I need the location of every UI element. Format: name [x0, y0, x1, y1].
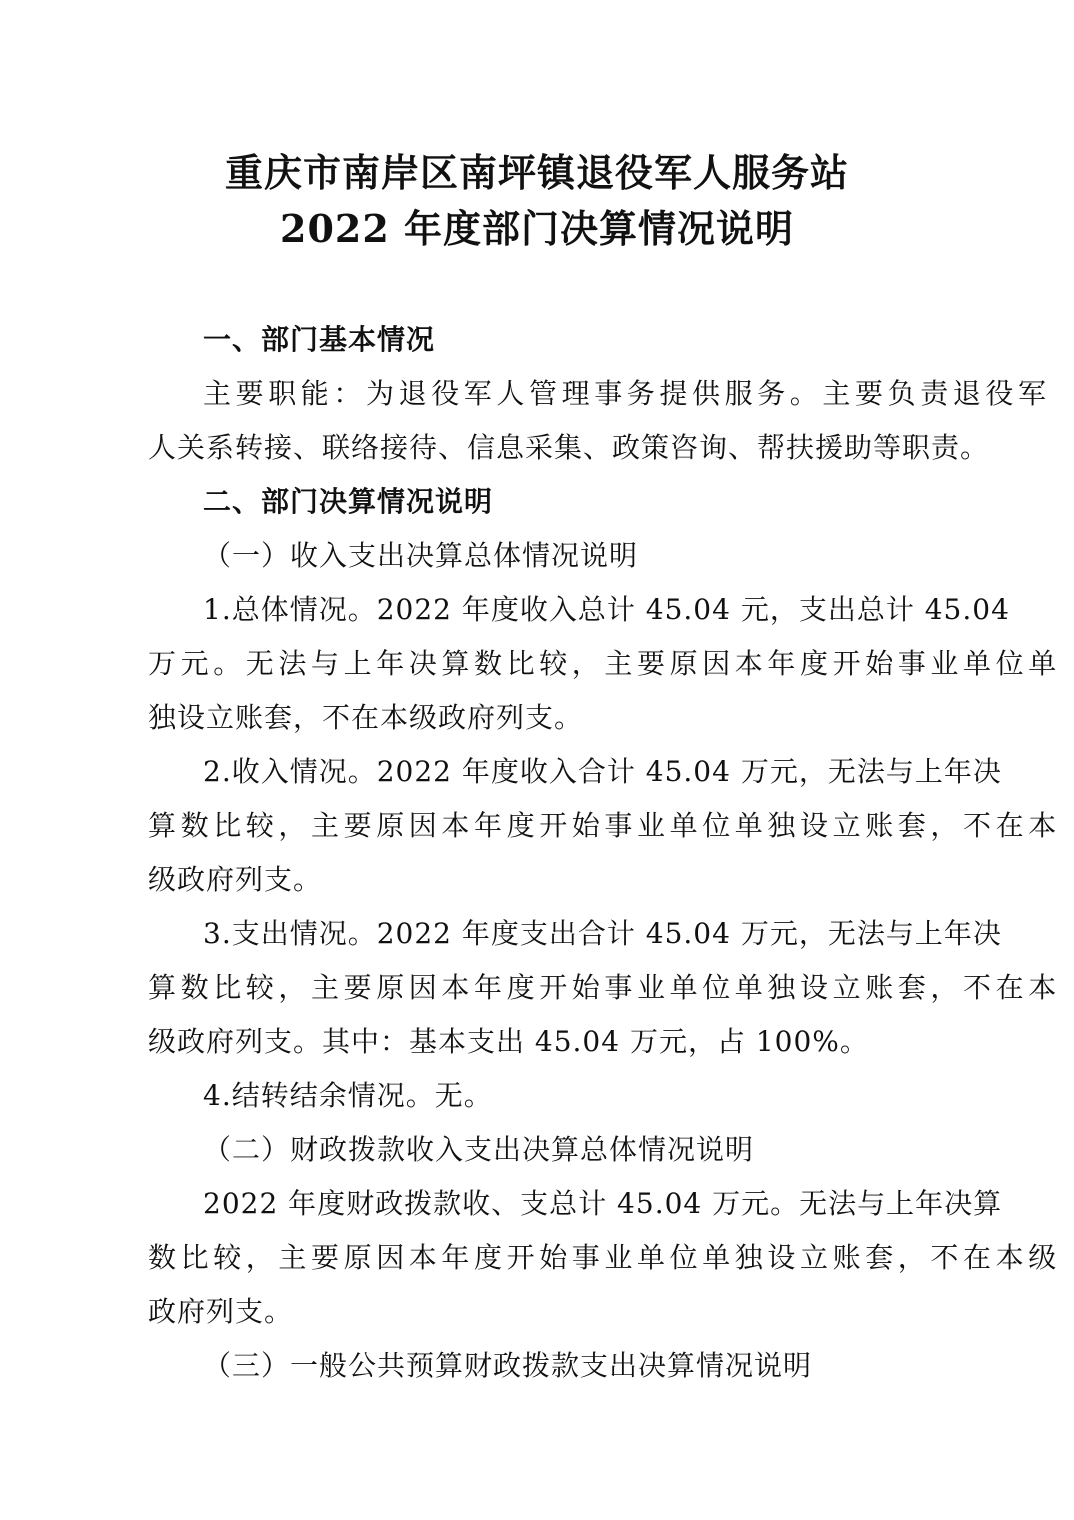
paragraph-line: 万元。无法与上年决算数比较，主要原因本年度开始事业单位单 — [148, 647, 1061, 680]
subsection-heading-3: （三）一般公共预算财政拨款支出决算情况说明 — [203, 1349, 813, 1382]
paragraph-line: 算数比较，主要原因本年度开始事业单位单独设立账套，不在本 — [148, 809, 1061, 842]
section-heading-1: 一、部门基本情况 — [203, 323, 436, 356]
subsection-heading-1: （一）收入支出决算总体情况说明 — [203, 539, 639, 572]
paragraph-line: 1.总体情况。2022 年度收入总计 45.04 元，支出总计 45.04 — [203, 593, 1010, 626]
paragraph-line: 算数比较，主要原因本年度开始事业单位单独设立账套，不在本 — [148, 971, 1061, 1004]
paragraph-line: 2.收入情况。2022 年度收入合计 45.04 万元，无法与上年决 — [203, 755, 1002, 788]
paragraph-line: 独设立账套，不在本级政府列支。 — [148, 701, 584, 734]
paragraph-line: 主要职能：为退役军人管理事务提供服务。主要负责退役军 — [203, 377, 1051, 410]
paragraph-line: 人关系转接、联络接待、信息采集、政策咨询、帮扶援助等职责。 — [148, 431, 990, 464]
paragraph-line: 级政府列支。其中：基本支出 45.04 万元，占 100%。 — [148, 1025, 869, 1058]
paragraph-line: 3.支出情况。2022 年度支出合计 45.04 万元，无法与上年决 — [203, 917, 1002, 950]
paragraph-line: 级政府列支。 — [148, 863, 323, 896]
paragraph-line: 数比较，主要原因本年度开始事业单位单独设立账套，不在本级 — [148, 1241, 1061, 1274]
subsection-heading-2: （二）财政拨款收入支出决算总体情况说明 — [203, 1133, 755, 1166]
paragraph-line: 4.结转结余情况。无。 — [203, 1079, 493, 1112]
section-heading-2: 二、部门决算情况说明 — [203, 485, 494, 518]
document-title-line-1: 重庆市南岸区南坪镇退役军人服务站 — [224, 150, 849, 195]
document-title-line-2: 2022 年度部门决算情况说明 — [280, 206, 794, 251]
paragraph-line: 2022 年度财政拨款收、支总计 45.04 万元。无法与上年决算 — [203, 1187, 1003, 1220]
paragraph-line: 政府列支。 — [148, 1295, 294, 1328]
